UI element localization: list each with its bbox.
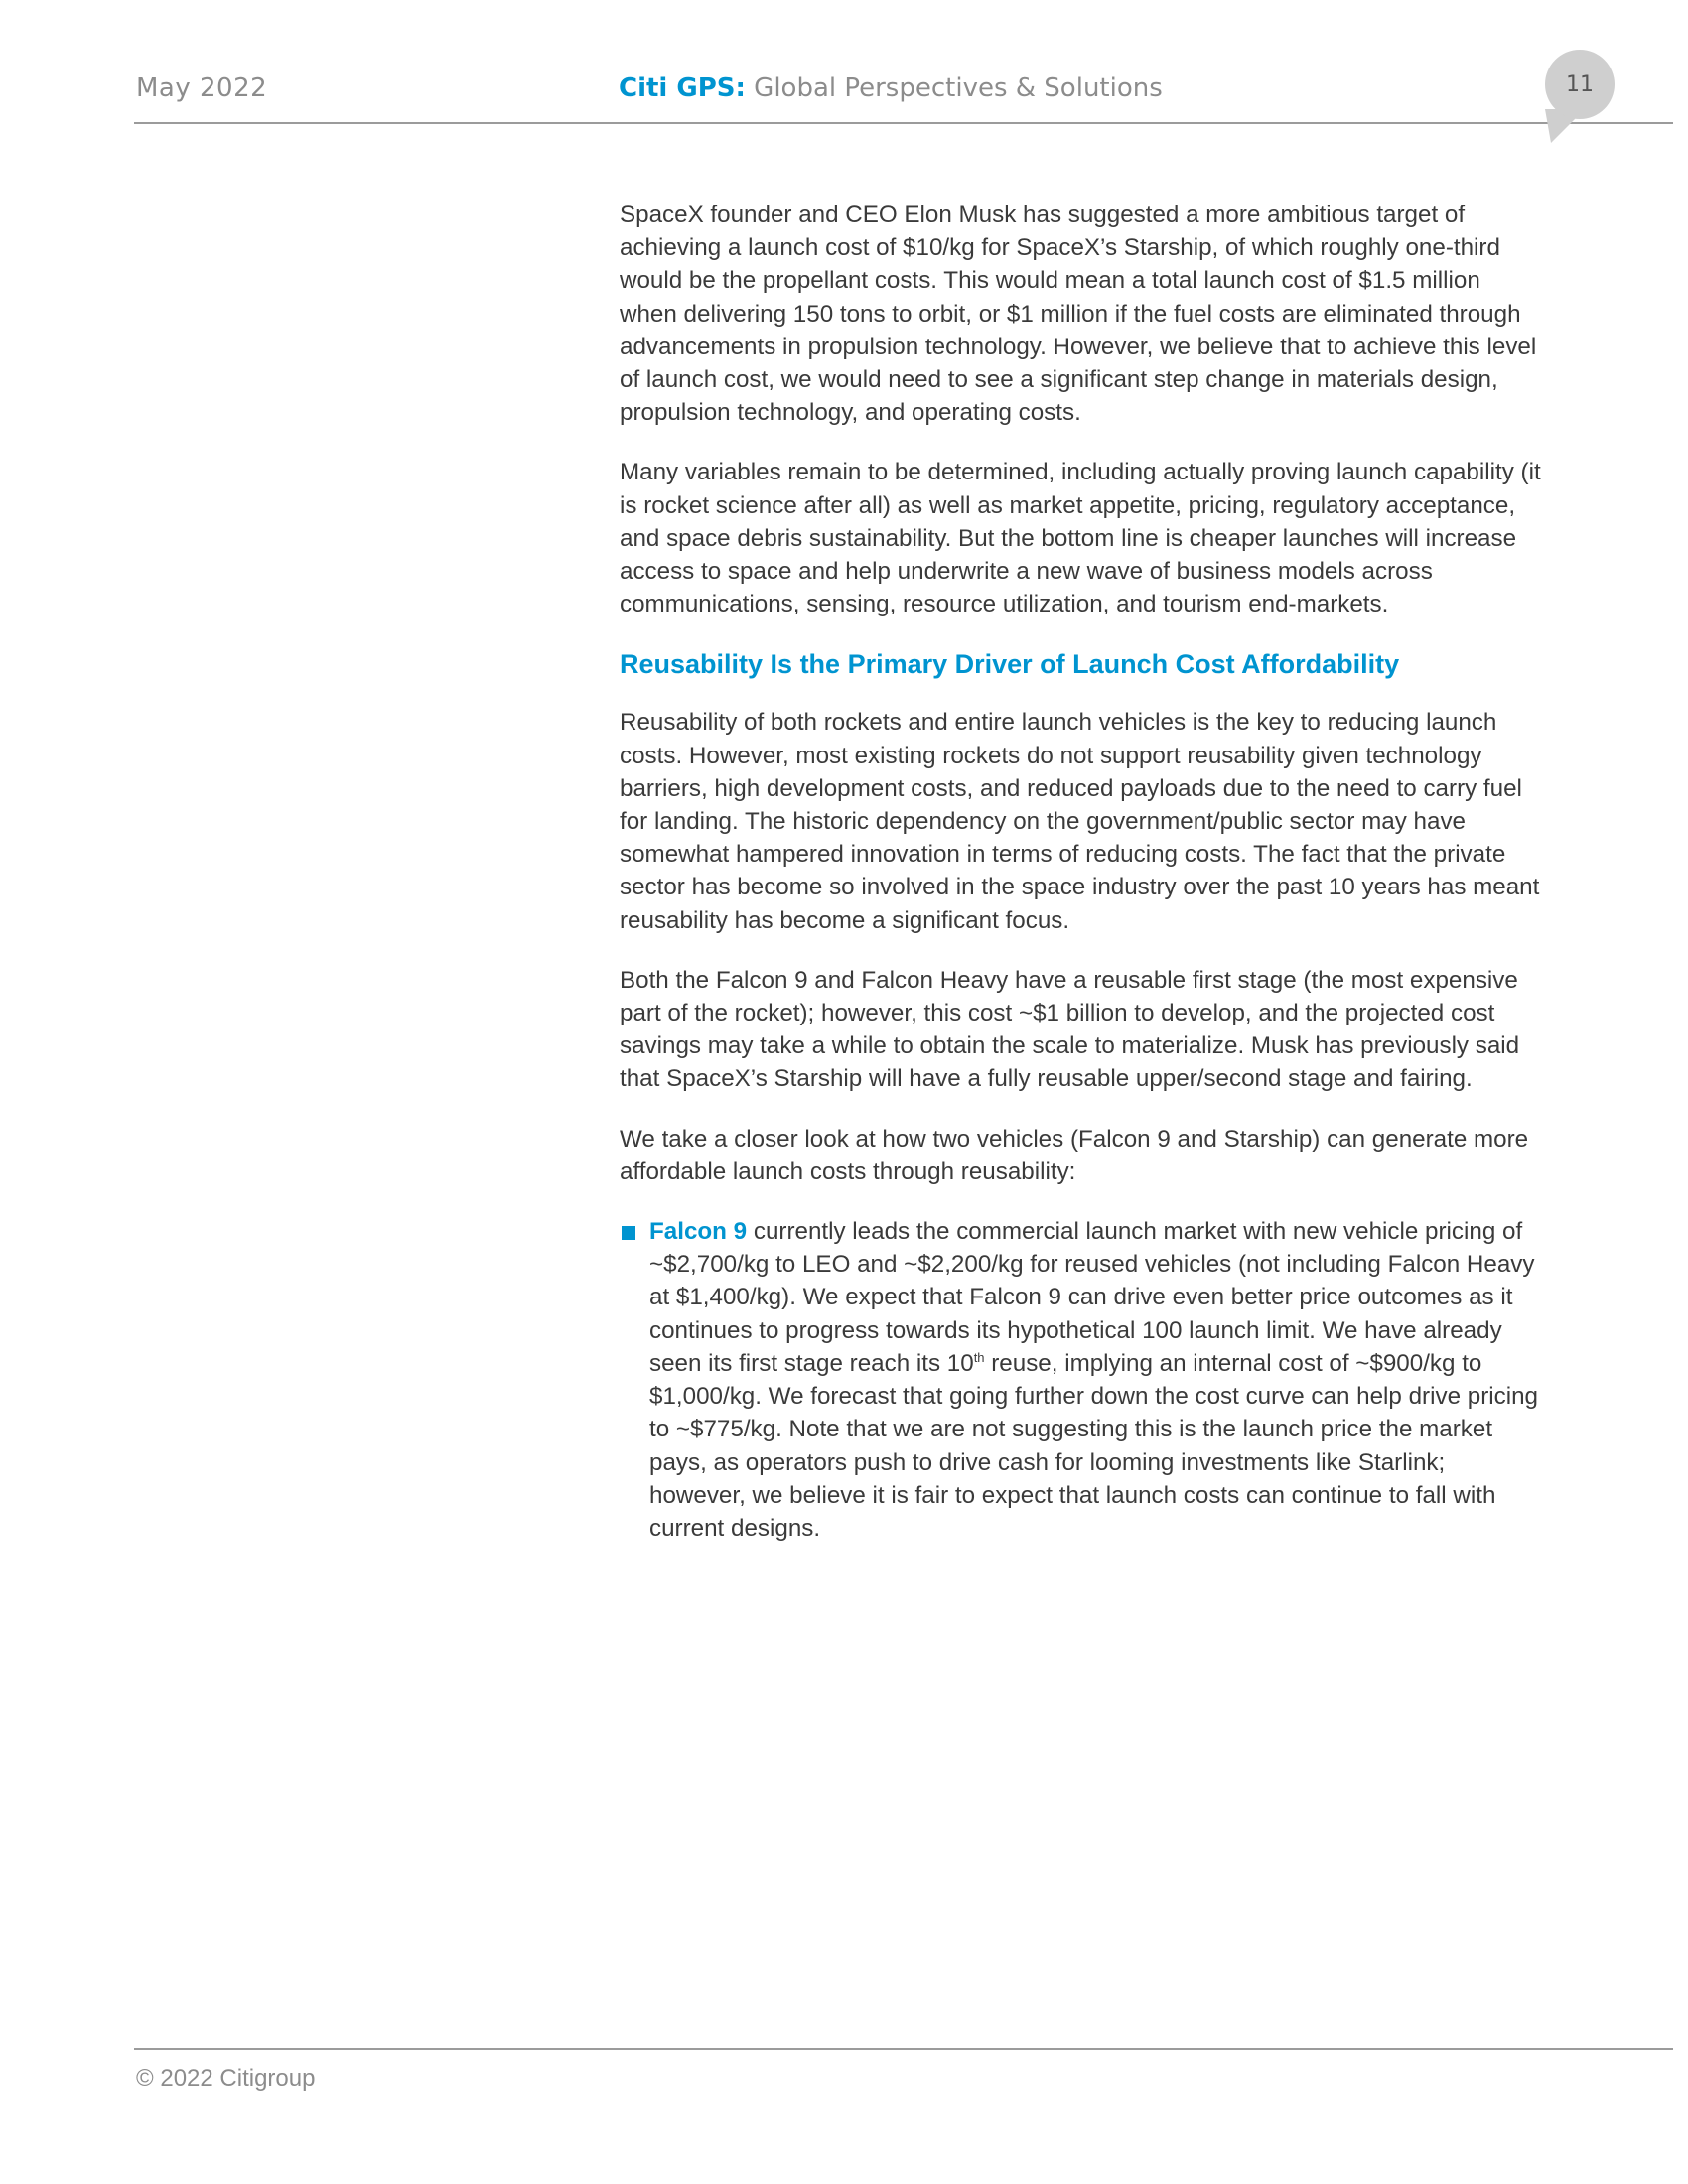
page-number: 11 <box>1566 71 1594 97</box>
paragraph: SpaceX founder and CEO Elon Musk has suggested a more ambitious target of achieving a launch cost of $10/kg for SpaceX’s Starship, of which roughly one-third would be the propellant costs. This would mean a total launch cost of $1.5 million when delivering 150 tons to orbit, or $1 million if the fuel costs are eliminated through advancements in propulsion technology. However, we believe that to achieve this level of launch cost, we would need to see a significant step change in materials design, propulsion technology, and operating costs. <box>620 202 1537 427</box>
bullet-square-icon <box>622 1226 635 1240</box>
paragraph: Reusability of both rockets and entire launch vehicles is the key to reducing launch costs. However, most existing rockets do not support reusability given technology barriers, high development costs, and reduced payloads due to the need to carry fuel for landing. The historic dependency on the government/public sector may have somewhat hampered innovation in terms of reducing costs. The fact that the private sector has become so involved in the space industry over the past 10 years has meant reusability has become a significant focus. <box>620 709 1540 934</box>
bullet-item-falcon-9 <box>620 1215 1543 1545</box>
paragraph: We take a closer look at how two vehicles (Falcon 9 and Starship) can generate more affordable launch costs through reusability: <box>620 1125 1529 1185</box>
bullet-text: currently leads the commercial launch market with new vehicle pricing of ~$2,700/kg to LEO and ~$2,200/kg for reused vehicles (not including Falcon Heavy at $1,400/kg). We expect that Falcon 9 can drive even better price outcomes as it continues to progress towards its hypothetical 100 launch limit. We have already seen its first stage reach its 10 <box>649 1218 1535 1377</box>
header-brand <box>619 73 1163 103</box>
brand-subtitle: Global Perspectives & Solutions <box>745 73 1163 103</box>
header-divider <box>134 122 1673 124</box>
main-content <box>620 199 1543 1545</box>
header-date: May 2022 <box>136 73 268 103</box>
bullet-lead: Falcon 9 <box>649 1218 748 1246</box>
paragraph: Many variables remain to be determined, including actually proving launch capability (it is rocket science after all) as well as market appetite, pricing, regulatory acceptance, and space debris sustainability. But the bottom line is cheaper launches will increase access to space and help underwrite a new wave of business models across communications, sensing, resource utilization, and tourism end-markets. <box>620 459 1541 618</box>
brand-name: Citi GPS: <box>619 73 746 103</box>
page-number-badge <box>1545 50 1615 119</box>
footer-divider <box>134 2048 1673 2050</box>
bullet-text-continued: reuse, implying an internal cost of ~$900/kg to $1,000/kg. We forecast that going further down the cost curve can help drive pricing to ~$775/kg. Note that we are not suggesting this is the launch price the market pays, as operators push to drive cash for looming investments like Starlink; however, we believe it is fair to expect that launch costs can continue to fall with current designs. <box>649 1349 1538 1542</box>
paragraph: Both the Falcon 9 and Falcon Heavy have a reusable first stage (the most expensive part of the rocket); however, this cost ~$1 billion to develop, and the projected cost savings may take a while to obtain the scale to materialize. Musk has previously said that SpaceX’s Starship will have a fully reusable upper/second stage and fairing. <box>620 966 1520 1093</box>
footer-copyright: © 2022 Citigroup <box>136 2065 316 2092</box>
bullet-superscript: th <box>973 1349 985 1365</box>
section-heading: Reusability Is the Primary Driver of Launch Cost Affordability <box>620 649 1400 680</box>
